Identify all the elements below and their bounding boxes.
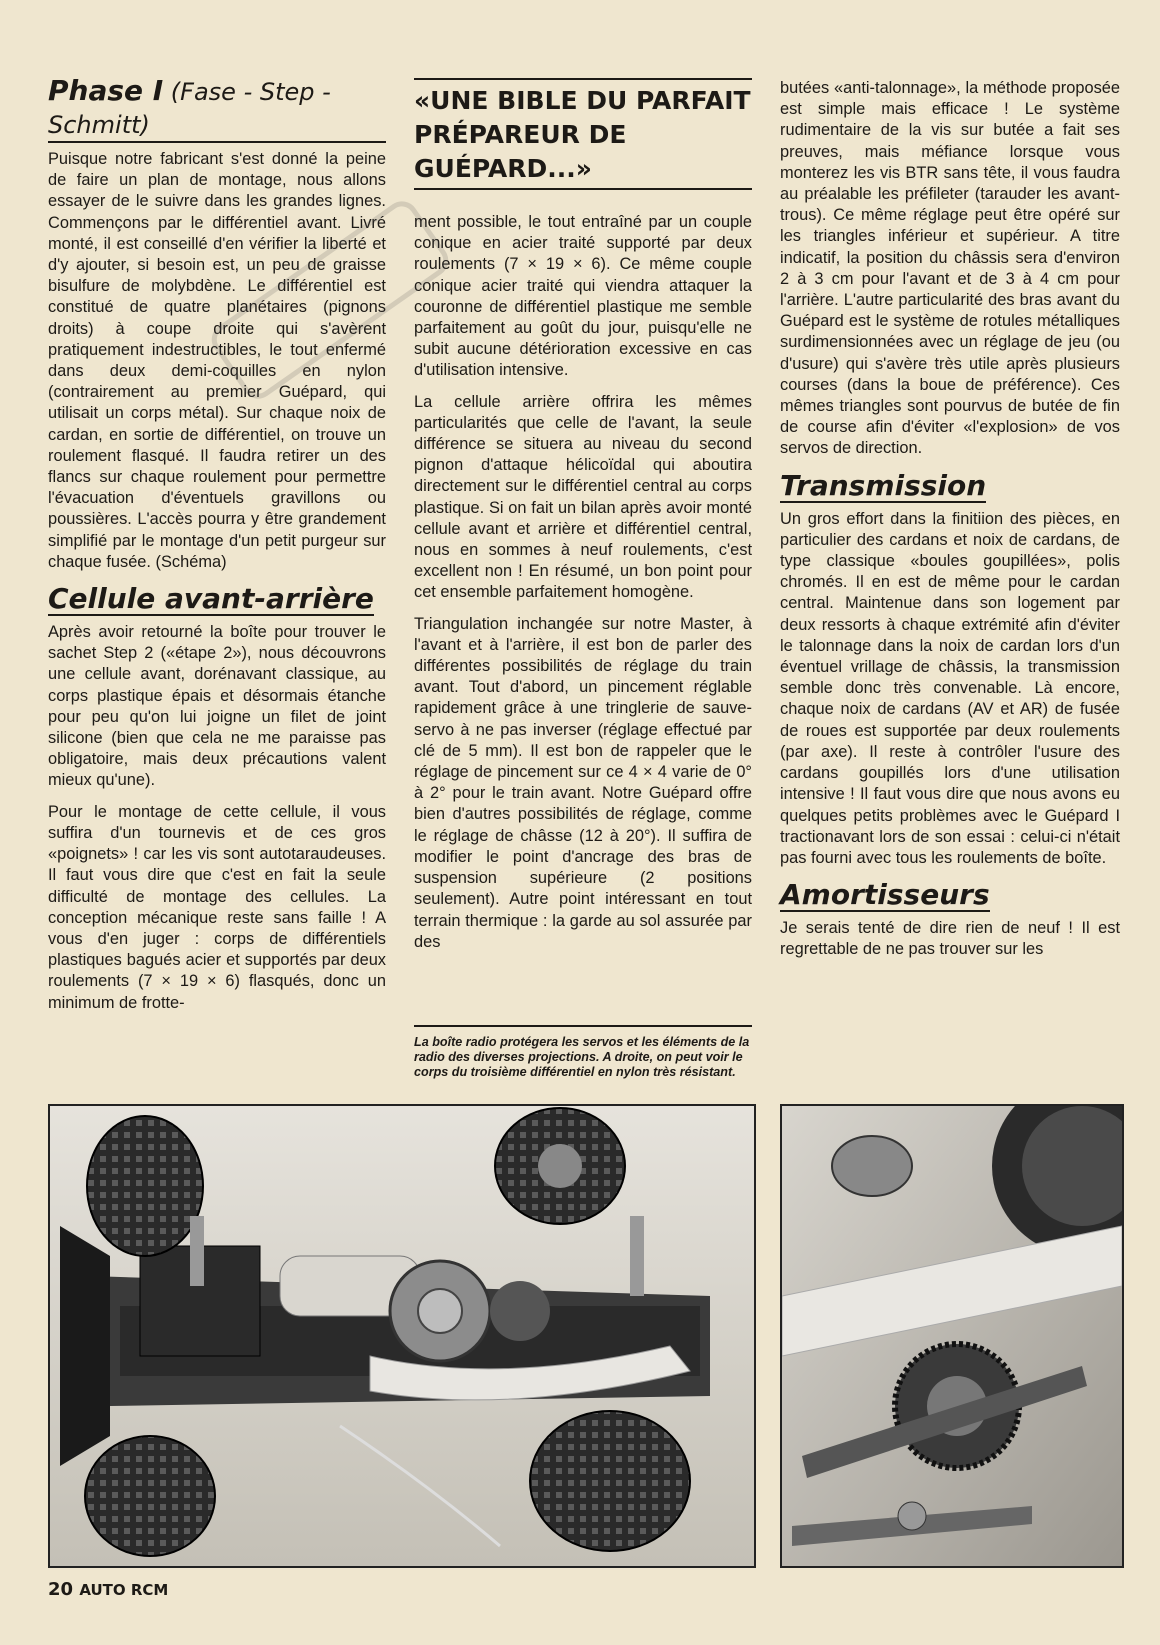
col3-paragraph-3: Je serais tenté de dire rien de neuf ! Il est regrettable de ne pas trouver sur les (780, 919, 1120, 959)
buggy-photo (48, 1104, 756, 1568)
col3-paragraph-2: Un gros effort dans la finitiion des pièces, en particulier des cardans et noix de cardans, de type classique «boules goupillées», polis chromés. Il en est de même pour le cardan central. Maintenue dans son logement par deux ressorts à chaque extrémité afin d'éviter le talonnage dans la noix de cardan lors d'un éventuel vrillage de châssis, la transmission semble donc très convenable. Là encore, chaque noix de cardans (AV et AR) de fusée de roues est supportée par deux roulements (par axe). Il reste à contrôler l'usure des cardans goupillés lors d'une utilisation intensive ! Il faut vous dire que nous avons eu quelques petits problèmes avec le Guépard I tractionavant lors de son essai : celui-ci n'était pas fourni avec tous les roulements de boîte. (780, 509, 1120, 867)
col3-paragraph-1: butées «anti-talonnage», la méthode proposée est simple mais efficace ! Le système rudimentaire de la vis sur butée a fait ses preuves, mais méfiance lorsque vous monterez les vis BTR sans tête, il vous faudra au préalable les préfileter (tarauder les avant-trous). Ce même réglage peut être opéré sur les triangles inférieur et supérieur. A titre indicatif, la position du châssis sera d'environ 2 à 3 cm pour l'avant et de 3 à 4 cm pour l'arrière. L'autre particularité des bras avant du Guépard est le système de rotules métalliques surdimensionnées avec un réglage de jeu (ou d'usure) qui s'avère très utile après plusieurs courses (dans la boue de préférence). Ces mêmes triangles sont pourvus de butée de fin de course afin d'éviter «l'explosion» de vos servos de direction. (780, 79, 1120, 458)
col1-paragraph-3: Pour le montage de cette cellule, il vous suffira d'un tournevis et de ces gros «poignets» ! car les vis sont autotaraudeuses. Il faut vous dire que c'est en fait la seule difficulté de montage des cellules. La conception mécanique reste sans faille ! A vous d'en juger : corps de différentiels plastiques bagués acier et supportés par deux roulements (7 × 19 × 6) flasqués, donc un minimum de frotte- (48, 802, 386, 1012)
page-number: 20 (48, 1579, 74, 1600)
differential-illustration (782, 1106, 1122, 1566)
column-3 (780, 78, 1120, 971)
pull-quote-line: PRÉPAREUR DE (414, 120, 627, 149)
col1-paragraph-2: Après avoir retourné la boîte pour trouver le sachet Step 2 («étape 2»), nous découvrons une cellule avant, dorénavant classique, au corps plastique épais et désormais étanche pour peu qu'on lui joigne un filet de joint silicone (bien que cela ne me paraisse pas obligatoire, mais deux précautions valent mieux qu'une). (48, 623, 386, 790)
pull-quote-line: GUÉPARD...» (414, 154, 592, 183)
buggy-illustration (50, 1106, 754, 1566)
column-2 (414, 78, 752, 963)
differential-photo (780, 1104, 1124, 1568)
col2-paragraph-2: La cellule arrière offrira les mêmes particularités que celle de l'avant, la seule différence se situera au niveau du second pignon d'attaque hélicoïdal qui aboutira directement sur le différentiel central au corps plastique. Si on fait un bilan après avoir monté cellule avant et arrière et différentiel central, nous en sommes à neuf roulements, c'est excellent non ! En résumé, un bon point pour cet ensemble parfaitement homogène. (414, 392, 752, 602)
page-footer (48, 1579, 168, 1600)
heading-amortisseurs: Amortisseurs (780, 878, 990, 912)
photo-caption: La boîte radio protégera les servos et les éléments de la radio des diverses projections. A droite, on peut voir le corps du troisième différentiel en nylon très résistant. (414, 1025, 752, 1080)
pull-quote-line: «UNE BIBLE DU PARFAIT (414, 86, 751, 115)
pull-quote (414, 78, 752, 190)
col1-paragraph-1: Puisque notre fabricant s'est donné la peine de faire un plan de montage, nous allons essayer de le suivre dans les grandes lignes. Commençons par le différentiel avant. Livré monté, il est conseillé d'en vérifier la liberté et d'y ajouter, si besoin est, un peu de graisse bisulfure de molybdène. Le différentiel est constitué de quatre planétaires (pignons droits) à coupe droite qui s'avèrent pratiquement indestructibles, le tout enfermé dans deux demi-coquilles en nylon (contrairement au premier Guépard, qui utilisait un corps métal). Sur chaque noix de cardan, en sortie de différentiel, on trouve un roulement flasqué. Il faudra retirer un des flancs sur chaque roulement pour permettre l'évacuation d'éventuels gravillons ou poussières. L'accès pourra y être grandement simplifié par le montage d'un petit purgeur sur chaque fusée. (Schéma) (48, 150, 386, 571)
col2-paragraph-3: Triangulation inchangée sur notre Master, à l'avant et à l'arrière, il est bon de parler des différentes possibilités de réglage du train avant. Tout d'abord, un pincement réglable rapidement grâce à une tringlerie de sauve-servo à ne pas inverser (réglage effectué par clé de 5 mm). Il est bon de rappeler que le réglage de pincement sur ce 4 × 4 varie de 0° à 2° pour le train avant. Notre Guépard offre bien d'autres possibilités de réglage, comme le réglage de châsse (12 à 20°). Il suffira de modifier le point d'ancrage des bras de suspension supérieure (2 positions seulement). Autre point intéressant en tout terrain thermique : la garde au sol assurée par des (414, 614, 752, 951)
heading-phase-1-main: Phase I (48, 74, 164, 107)
heading-phase-1 (48, 75, 386, 143)
heading-cellule: Cellule avant-arrière (48, 582, 374, 616)
magazine-name: AUTO RCM (79, 1581, 169, 1599)
heading-transmission: Transmission (780, 468, 987, 502)
column-1 (48, 75, 386, 1024)
col2-paragraph-1: ment possible, le tout entraîné par un couple conique en acier traité supporté par deux roulements (7 × 19 × 6). Ce même couple conique acier traité qui viendra attaquer la couronne de différentiel plastique me semble parfaitement au goût du jour, puisqu'elle ne subit aucune détérioration excessive en cas d'utilisation intensive. (414, 213, 752, 380)
heading-phase-1-sub: (Fase - Step - Schmitt) (48, 78, 331, 139)
